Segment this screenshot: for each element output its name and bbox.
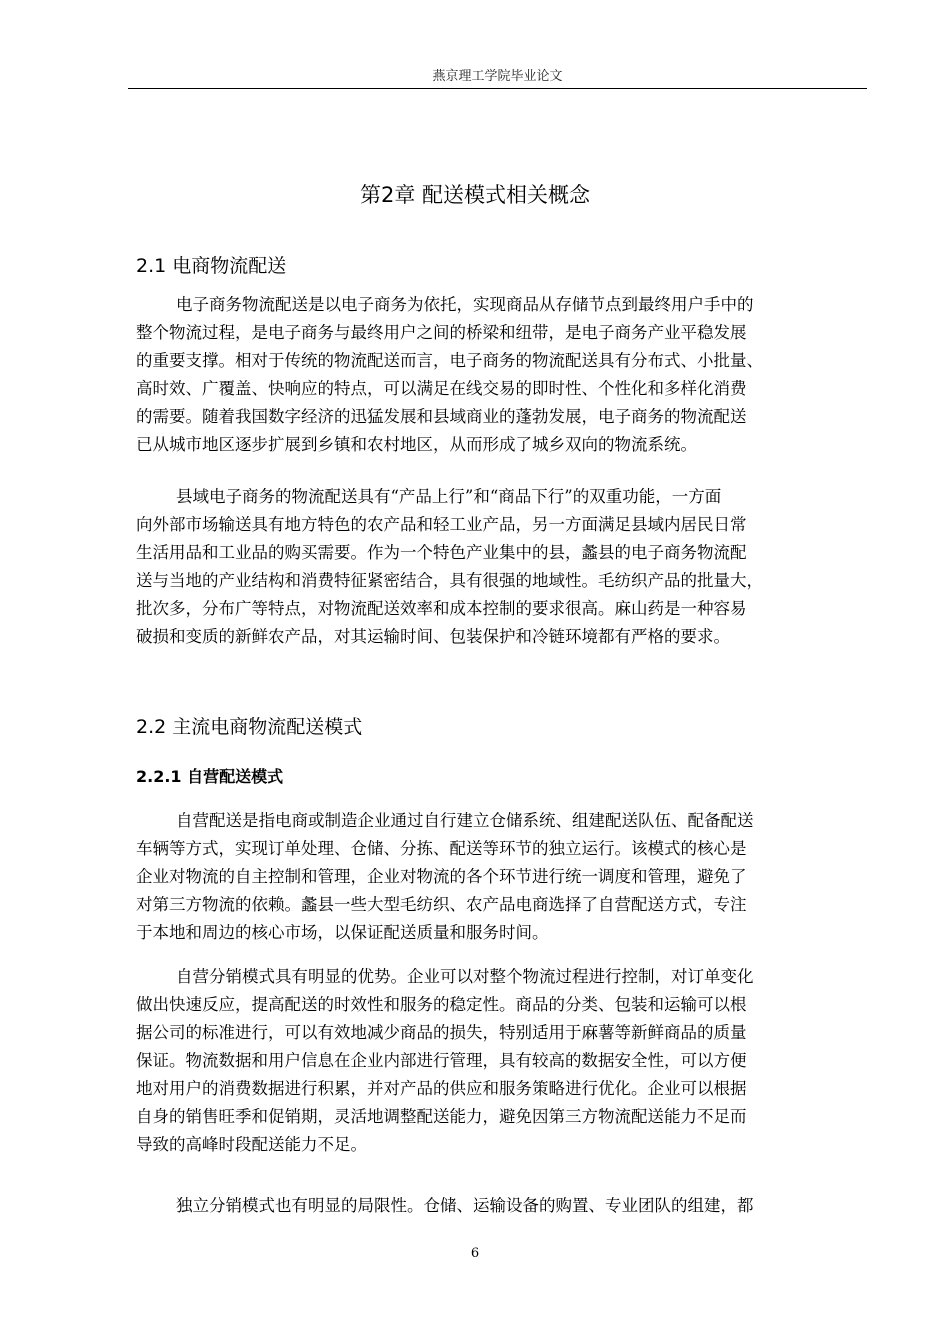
- section-2-2-1-paragraph-3: [136, 1192, 860, 1220]
- text-line: 生活用品和工业品的购买需要。作为一个特色产业集中的县，蠡县的电子商务物流配: [136, 543, 747, 562]
- section-2-2-1-paragraph-1: [136, 807, 860, 947]
- section-2-1-paragraph-1: [136, 291, 860, 459]
- text-line: 整个物流过程，是电子商务与最终用户之间的桥梁和纽带，是电子商务产业平稳发展: [136, 323, 747, 342]
- text-line: 自身的销售旺季和促销期，灵活地调整配送能力，避免因第三方物流配送能力不足而: [136, 1107, 747, 1126]
- text-line: 企业对物流的自主控制和管理，企业对物流的各个环节进行统一调度和管理，避免了: [136, 867, 747, 886]
- text-line: 地对用户的消费数据进行积累，并对产品的供应和服务策略进行优化。企业可以根据: [136, 1079, 747, 1098]
- text-line: 保证。物流数据和用户信息在企业内部进行管理，具有较高的数据安全性，可以方便: [136, 1051, 747, 1070]
- text-line: 据公司的标准进行，可以有效地减少商品的损失，特别适用于麻薯等新鲜商品的质量: [136, 1023, 747, 1042]
- text-line: 县域电子商务的物流配送具有“产品上行”和“商品下行”的双重功能，一方面: [176, 487, 722, 506]
- text-line: 对第三方物流的依赖。蠡县一些大型毛纺织、农产品电商选择了自营配送方式，专注: [136, 895, 747, 914]
- section-2-2-1-heading: 2.2.1 自营配送模式: [136, 767, 284, 786]
- text-line: 已从城市地区逐步扩展到乡镇和农村地区，从而形成了城乡双向的物流系统。: [136, 435, 697, 454]
- text-line: 电子商务物流配送是以电子商务为依托，实现商品从存储节点到最终用户手中的: [176, 295, 754, 314]
- page-header: [128, 68, 867, 89]
- section-2-1-paragraph-2: [136, 483, 860, 651]
- section-2-1-heading: 2.1 电商物流配送: [136, 255, 287, 277]
- section-2-2-1-paragraph-2: [136, 963, 860, 1159]
- page-number: 6: [470, 1246, 480, 1261]
- text-line: 批次多，分布广等特点，对物流配送效率和成本控制的要求很高。麻山药是一种容易: [136, 599, 747, 618]
- text-line: 自营分销模式具有明显的优势。企业可以对整个物流过程进行控制，对订单变化: [176, 967, 754, 986]
- text-line: 破损和变质的新鲜农产品，对其运输时间、包装保护和冷链环境都有严格的要求。: [136, 627, 730, 646]
- text-line: 独立分销模式也有明显的局限性。仓储、运输设备的购置、专业团队的组建，都: [176, 1196, 754, 1215]
- text-line: 高时效、广覆盖、快响应的特点，可以满足在线交易的即时性、个性化和多样化消费: [136, 379, 747, 398]
- text-line: 导致的高峰时段配送能力不足。: [136, 1135, 367, 1154]
- text-line: 的重要支撑。相对于传统的物流配送而言，电子商务的物流配送具有分布式、小批量、: [136, 351, 763, 370]
- chapter-title: 第2章 配送模式相关概念: [359, 183, 591, 207]
- text-line: 向外部市场输送具有地方特色的农产品和轻工业产品，另一方面满足县域内居民日常: [136, 515, 747, 534]
- text-line: 自营配送是指电商或制造企业通过自行建立仓储系统、组建配送队伍、配备配送: [176, 811, 754, 830]
- text-line: 车辆等方式，实现订单处理、仓储、分拣、配送等环节的独立运行。该模式的核心是: [136, 839, 747, 858]
- text-line: 的需要。随着我国数字经济的迅猛发展和县域商业的蓬勃发展，电子商务的物流配送: [136, 407, 747, 426]
- text-line: 于本地和周边的核心市场，以保证配送质量和服务时间。: [136, 923, 549, 942]
- text-line: 做出快速反应，提高配送的时效性和服务的稳定性。商品的分类、包装和运输可以根: [136, 995, 747, 1014]
- section-2-2-heading: 2.2 主流电商物流配送模式: [136, 716, 363, 738]
- text-line: 送与当地的产业结构和消费特征紧密结合，具有很强的地域性。毛纺织产品的批量大，: [136, 571, 763, 590]
- header-title: 燕京理工学院毕业论文: [432, 69, 563, 84]
